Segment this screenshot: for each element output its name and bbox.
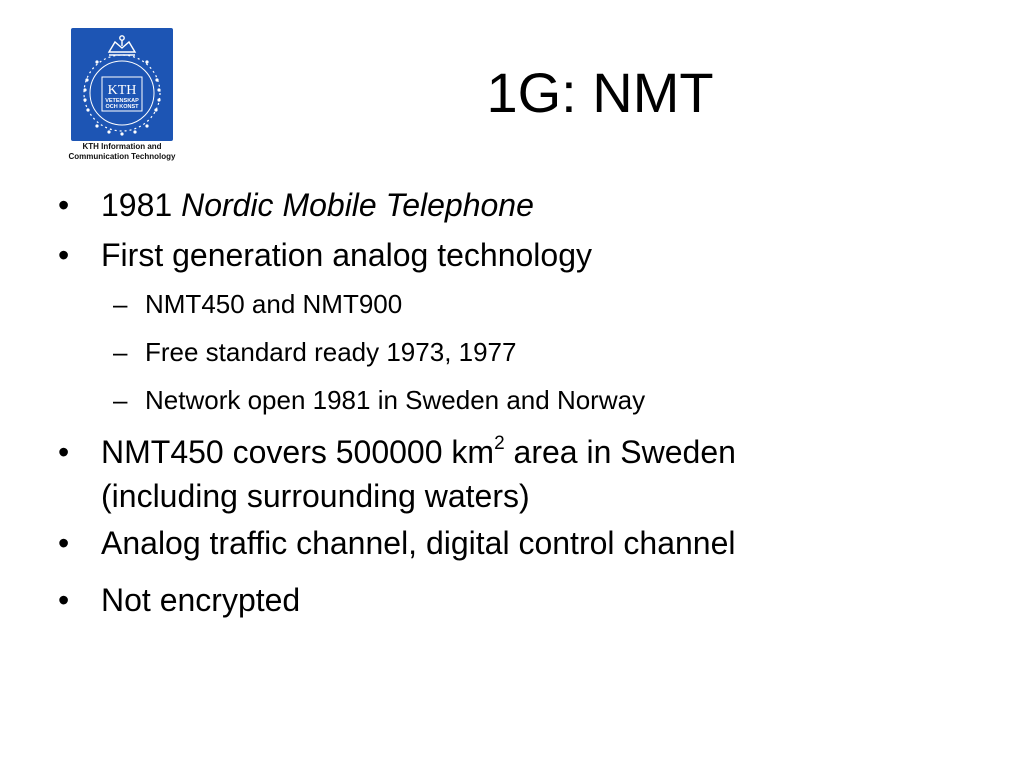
- sub-bullet-item: [56, 384, 986, 416]
- bullet-text: Not encrypted: [101, 582, 301, 618]
- superscript: 2: [494, 433, 505, 454]
- bullet-marker: •: [58, 434, 70, 470]
- bullet-item: [56, 524, 986, 562]
- sub-bullet-text: Free standard ready 1973, 1977: [145, 337, 517, 367]
- bullet-text: First generation analog technology: [101, 237, 592, 273]
- bullet-marker: •: [58, 187, 70, 223]
- bullet-marker: •: [58, 582, 70, 618]
- bullet-text: NMT450 covers 500000 km: [101, 434, 495, 470]
- sub-bullet-item: [56, 288, 986, 320]
- dash-marker: –: [113, 337, 128, 367]
- logo-text-sub2: OCH KONST: [105, 104, 139, 110]
- logo-caption-line2: Communication Technology: [68, 152, 176, 161]
- logo-caption-line1: KTH Information and: [82, 142, 162, 151]
- bullet-text: Analog traffic channel, digital control channel: [101, 525, 736, 561]
- dash-marker: –: [113, 289, 128, 319]
- sub-bullet-item: [56, 336, 986, 368]
- bullet-marker: •: [58, 525, 70, 561]
- bullet-item: [56, 236, 986, 274]
- bullet-item: [56, 430, 986, 518]
- logo-caption: [46, 142, 198, 162]
- bullet-item: [56, 186, 986, 224]
- slide-title: 1G: NMT: [486, 61, 714, 124]
- bullet-list: [56, 186, 986, 638]
- sub-bullet-text: Network open 1981 in Sweden and Norway: [145, 385, 646, 415]
- bullet-item: [56, 581, 986, 619]
- bullet-text: 1981: [101, 187, 182, 223]
- bullet-text: area in Sweden: [504, 434, 736, 470]
- sub-bullet-text: NMT450 and NMT900: [145, 289, 403, 319]
- logo-text-main: KTH: [107, 83, 137, 98]
- bullet-text-italic: Nordic Mobile Telephone: [181, 187, 534, 223]
- bullet-marker: •: [58, 237, 70, 273]
- logo-text-sub1: VETENSKAP: [105, 98, 139, 104]
- dash-marker: –: [113, 385, 128, 415]
- bullet-text-line2: (including surrounding waters): [101, 478, 530, 514]
- kth-crest-icon: [71, 28, 173, 141]
- kth-logo: [71, 28, 173, 141]
